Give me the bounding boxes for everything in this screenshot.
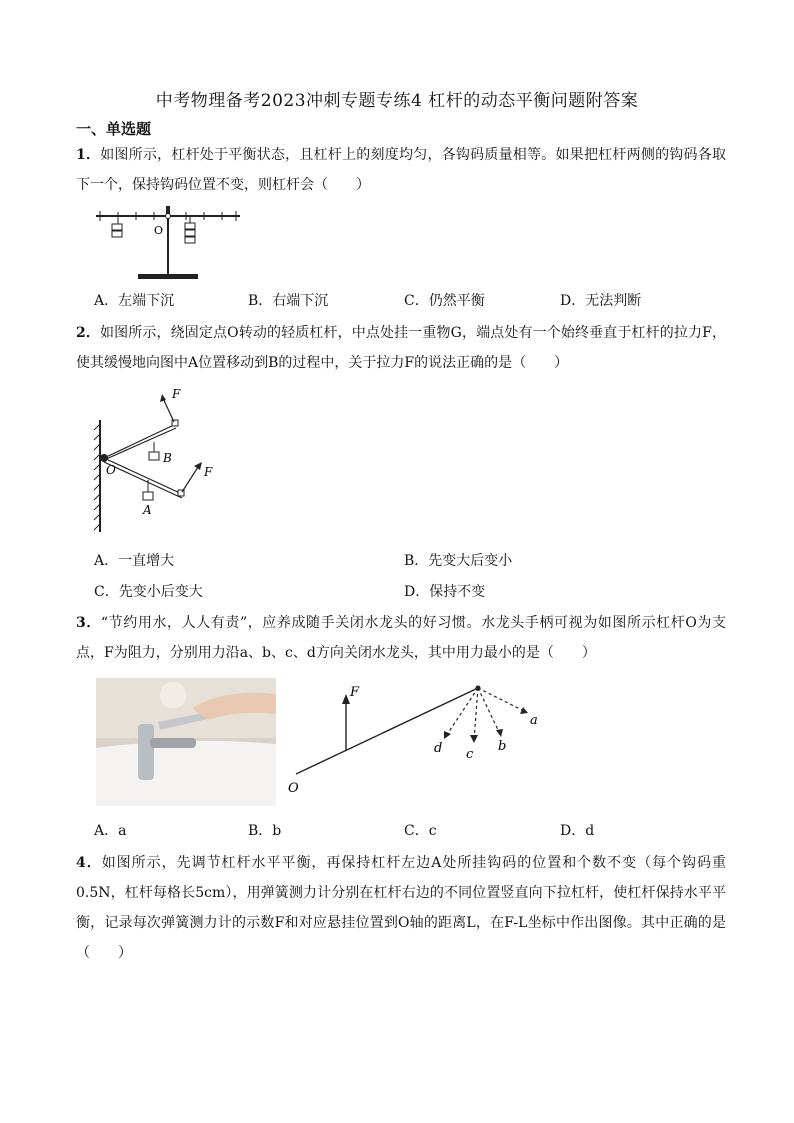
label-f-top: F <box>172 387 181 401</box>
question-2-figure <box>90 380 230 540</box>
weight-a <box>143 492 153 500</box>
question-4 <box>76 848 726 968</box>
label-o: O <box>288 781 299 796</box>
label-d: d <box>434 741 443 756</box>
question-3-figure <box>282 678 552 798</box>
question-3 <box>76 608 726 668</box>
page-title: 中考物理备考2023冲刺专题专练4 杠杆的动态平衡问题附答案 <box>155 91 639 111</box>
stand-base <box>138 274 198 279</box>
q1-option-c: C．仍然平衡 <box>404 293 485 309</box>
section-heading: 一、单选题 <box>76 120 152 138</box>
force-arrow-bottom <box>182 464 200 492</box>
direction-a <box>478 688 526 712</box>
q3-option-d: D．d <box>560 823 595 839</box>
direction-b <box>478 688 500 734</box>
q2-option-a: A．一直增大 <box>94 553 175 569</box>
q2-option-c: C．先变小后变大 <box>94 584 203 600</box>
label-c: c <box>466 747 474 762</box>
q3-option-a: A．a <box>94 823 127 839</box>
label-o: O <box>106 463 116 477</box>
right-weights <box>185 216 195 243</box>
question-2 <box>76 318 726 378</box>
question-1-number: 1． <box>76 147 101 163</box>
label-f-bottom: F <box>204 465 213 479</box>
q3-option-c: C．c <box>404 823 437 839</box>
label-b: b <box>498 739 507 754</box>
question-1-text: 如图所示，杠杆处于平衡状态，且杠杆上的刻度均匀，各钩码质量相等。如果把杠杆两侧的钩码各取下一个，保持钩码位置不变，则杠杆会（ ） <box>76 147 726 193</box>
left-weights <box>112 216 122 237</box>
question-3-text: “节约用水，人人有责”，应养成随手关闭水龙头的好习惯。水龙头手柄可视为如图所示杠杆O为支点，F为阻力，分别用力沿a、b、c、d方向关闭水龙头，其中用力最小的是（ ） <box>76 615 726 661</box>
question-4-number: 4． <box>76 855 102 871</box>
question-4-text: 如图所示，先调节杠杆水平平衡，再保持杠杆左边A处所挂钩码的位置和个数不变（每个钩码重0.5N，杠杆每格长5cm），用弹簧测力计分别在杠杆右边的不同位置竖直向下拉杠杆，使杠杆保持水平平衡，记录每次弹簧测力计的示数F和对应悬挂位置到O轴的距离L，在F-L坐标中作出图像。其中正确的是（ ） <box>76 855 726 961</box>
direction-c <box>474 688 478 740</box>
q1-option-b: B．右端下沉 <box>248 293 329 309</box>
label-f: F <box>350 685 360 700</box>
faucet-photo <box>96 678 276 806</box>
pivot-label: O <box>154 224 164 237</box>
label-b: B <box>163 451 172 465</box>
question-2-text: 如图所示，绕固定点O转动的轻质杠杆，中点处挂一重物G，端点处有一个始终垂直于杠杆的拉力F，使其缓慢地向图中A位置移动到B的过程中，关于拉力F的说法正确的是（ ） <box>76 325 726 371</box>
label-a: A <box>143 503 152 517</box>
q3-option-b: B．b <box>248 823 282 839</box>
label-a: a <box>530 713 538 728</box>
q2-option-d: D．保持不变 <box>404 584 486 600</box>
q2-option-b: B．先变大后变小 <box>404 553 513 569</box>
pivot <box>166 214 171 219</box>
question-1-figure <box>90 198 250 286</box>
faucet-lever <box>296 688 478 774</box>
weight-b <box>149 452 159 460</box>
q1-option-a: A．左端下沉 <box>94 293 175 309</box>
q1-option-d: D．无法判断 <box>560 293 642 309</box>
question-3-number: 3． <box>76 615 101 631</box>
question-2-number: 2． <box>76 325 100 341</box>
question-1 <box>76 140 726 200</box>
